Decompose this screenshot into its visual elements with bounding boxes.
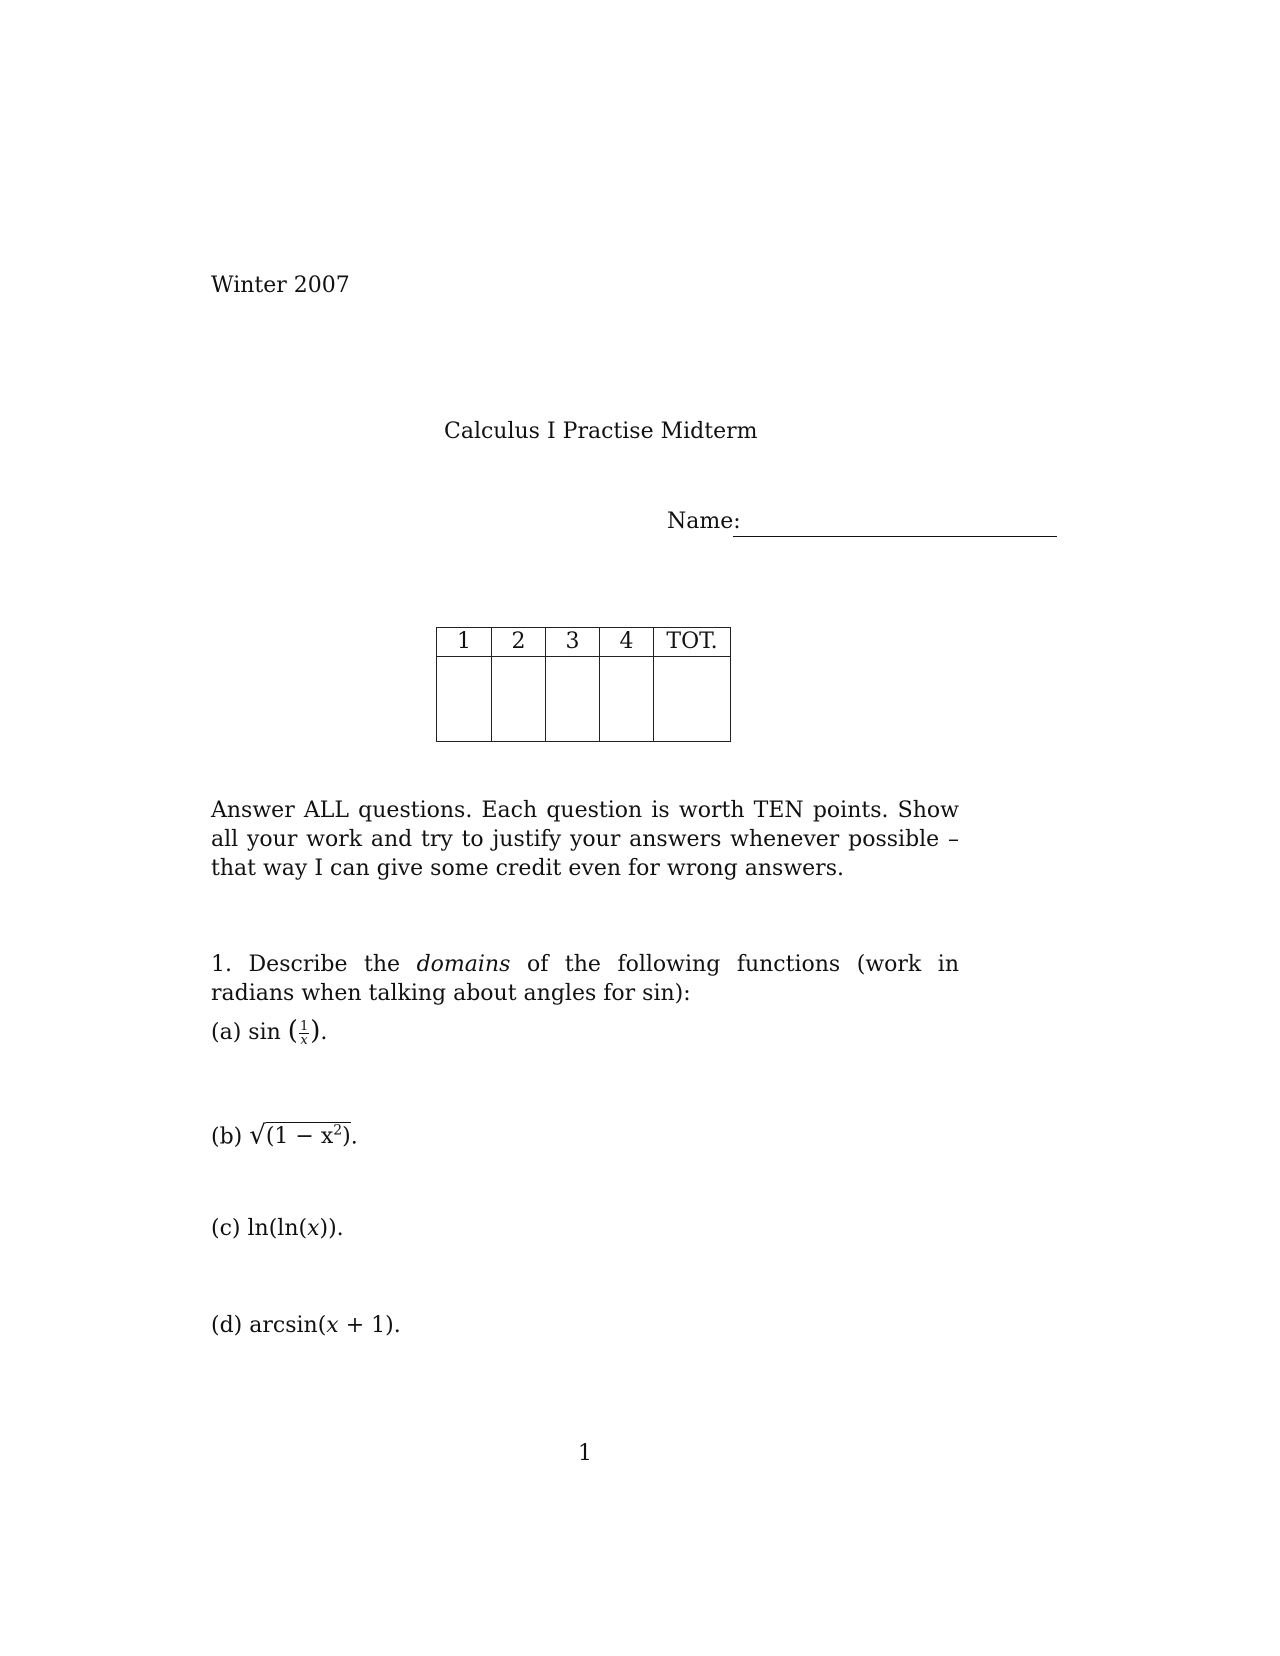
- part-b-label: (b): [211, 1124, 243, 1150]
- part-a-fraction: [299, 1020, 309, 1047]
- part-b-radicand: [266, 1122, 351, 1149]
- part-a-denominator: x: [300, 1032, 308, 1048]
- part-c-var: x: [307, 1216, 320, 1241]
- score-col-3: 3: [546, 628, 600, 657]
- question-1-prompt: [211, 950, 959, 1008]
- score-col-4: 4: [600, 628, 654, 657]
- sqrt-symbol: √: [249, 1120, 266, 1151]
- part-d-label: (d): [211, 1313, 243, 1338]
- name-label: Name:: [667, 509, 741, 534]
- part-c-expr-pre: ln(ln(: [247, 1216, 308, 1241]
- question-1-emphasis: domains: [416, 952, 511, 977]
- question-1a: (a) sin ( $\frac{1}{x}$ ).: [211, 1016, 328, 1048]
- score-cell-total[interactable]: [654, 657, 731, 742]
- score-table: [436, 627, 731, 742]
- part-c-label: (c): [211, 1216, 241, 1241]
- part-a-end: .: [320, 1020, 328, 1045]
- part-b-end: .: [350, 1124, 358, 1150]
- part-a-func: sin: [248, 1020, 281, 1045]
- page-number: 1: [578, 1441, 592, 1466]
- question-1-number: 1.: [211, 952, 232, 977]
- name-blank-line[interactable]: [733, 536, 1057, 537]
- question-1d: [211, 1312, 401, 1340]
- part-d-expr-post: + 1).: [338, 1313, 401, 1338]
- score-table-header-row: [437, 628, 731, 657]
- term-label: Winter 2007: [211, 273, 350, 298]
- part-d-expr-pre: arcsin(: [249, 1313, 327, 1338]
- score-col-total: TOT.: [654, 628, 731, 657]
- part-b-inner: (1 − x: [265, 1124, 334, 1150]
- part-b-close: ): [342, 1124, 351, 1150]
- exam-title: Calculus I Practise Midterm: [444, 419, 758, 444]
- part-a-label: (a): [211, 1020, 242, 1045]
- score-col-1: 1: [437, 628, 492, 657]
- score-table-entry-row: [437, 657, 731, 742]
- score-cell-2[interactable]: [492, 657, 546, 742]
- instructions-paragraph: Answer ALL questions. Each question is worth TEN points. Show all your work and try to justify your answers whenever possible – that way I can give some credit even for wrong answers.: [211, 798, 959, 881]
- question-1-text-before: Describe the: [248, 952, 401, 977]
- question-1c: [211, 1215, 344, 1243]
- part-d-var: x: [326, 1313, 339, 1338]
- question-1b: [211, 1117, 358, 1151]
- score-cell-4[interactable]: [600, 657, 654, 742]
- score-cell-3[interactable]: [546, 657, 600, 742]
- part-c-expr-post: )).: [319, 1216, 344, 1241]
- part-b-exponent: 2: [333, 1123, 343, 1139]
- score-cell-1[interactable]: [437, 657, 492, 742]
- part-a-numerator: 1: [299, 1018, 309, 1034]
- score-col-2: 2: [492, 628, 546, 657]
- question-1-text-after: of the following functions (work in radians when talking about angles for sin):: [211, 952, 959, 1006]
